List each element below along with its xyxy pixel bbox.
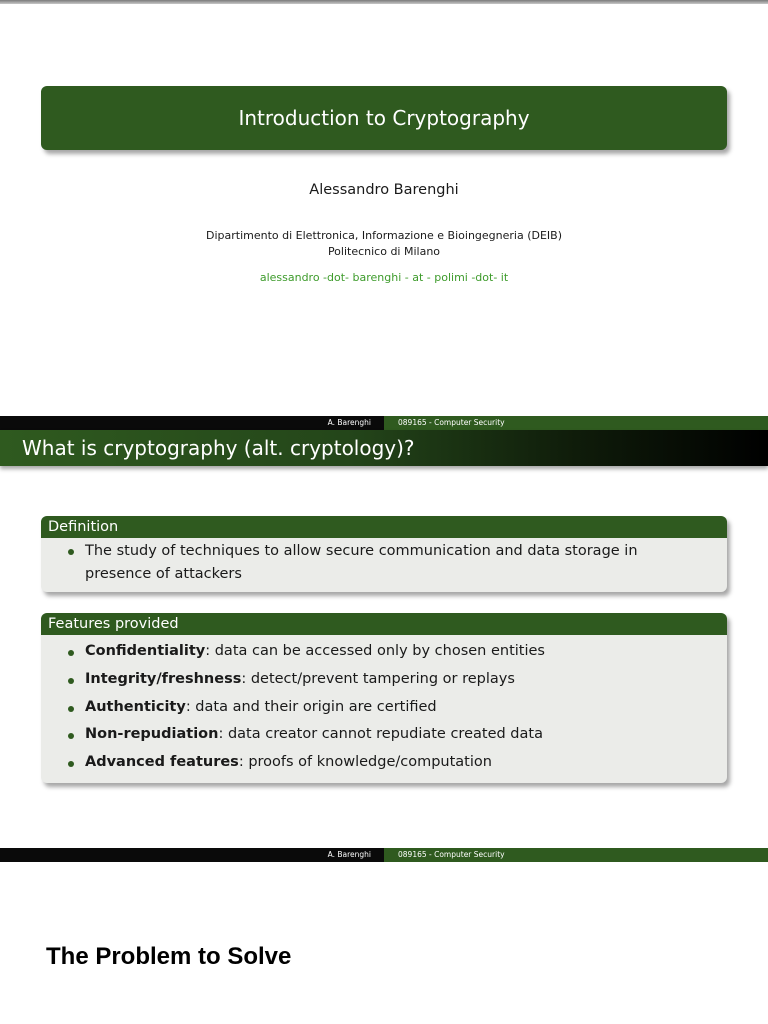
features-list: [41, 635, 727, 783]
definition-block-heading: Definition: [41, 516, 727, 538]
features-block: [41, 613, 727, 783]
list-item: [85, 666, 707, 694]
frame-title-bar: [0, 430, 768, 466]
institution-line-1: Dipartimento di Elettronica, Informazione e Bioingegneria (DEIB): [206, 229, 562, 242]
list-item: The study of techniques to allow secure communication and data storage in presence of attackers: [85, 540, 707, 586]
feature-term: Advanced features: [85, 754, 239, 771]
feature-term: Integrity/freshness: [85, 670, 242, 687]
feature-desc: : proofs of knowledge/computation: [238, 754, 492, 771]
slide-footer-1: [0, 416, 768, 430]
top-rule: [0, 0, 768, 4]
features-block-heading: Features provided: [41, 613, 727, 635]
author-email[interactable]: alessandro -dot- barenghi - at - polimi -dot- it: [259, 271, 509, 284]
list-item: [85, 638, 707, 666]
author-name: Alessandro Barenghi: [309, 182, 459, 198]
feature-desc: : detect/prevent tampering or replays: [241, 670, 515, 687]
footer-author: A. Barenghi: [0, 848, 384, 862]
footer-course: 089165 - Computer Security: [384, 848, 768, 862]
list-item: [85, 694, 707, 722]
title-box: [41, 86, 727, 150]
feature-desc: : data and their origin are certified: [185, 698, 437, 715]
definition-list: [41, 538, 727, 592]
list-item: [85, 749, 707, 777]
slide-footer-2: [0, 848, 768, 862]
feature-term: Authenticity: [85, 698, 186, 715]
definition-block: [41, 516, 727, 592]
feature-term: Non-repudiation: [85, 726, 219, 743]
institution-line-2: Politecnico di Milano: [327, 245, 441, 258]
feature-term: Confidentiality: [85, 643, 206, 659]
list-item: [85, 721, 707, 749]
feature-desc: : data creator cannot repudiate created data: [218, 726, 543, 743]
section-heading: The Problem to Solve: [46, 943, 292, 970]
footer-course: 089165 - Computer Security: [384, 416, 768, 430]
footer-author: A. Barenghi: [0, 416, 384, 430]
presentation-title: Introduction to Cryptography: [238, 106, 530, 130]
feature-desc: : data can be accessed only by chosen entities: [205, 643, 545, 659]
frame-title: What is cryptography (alt. cryptology)?: [22, 436, 415, 460]
